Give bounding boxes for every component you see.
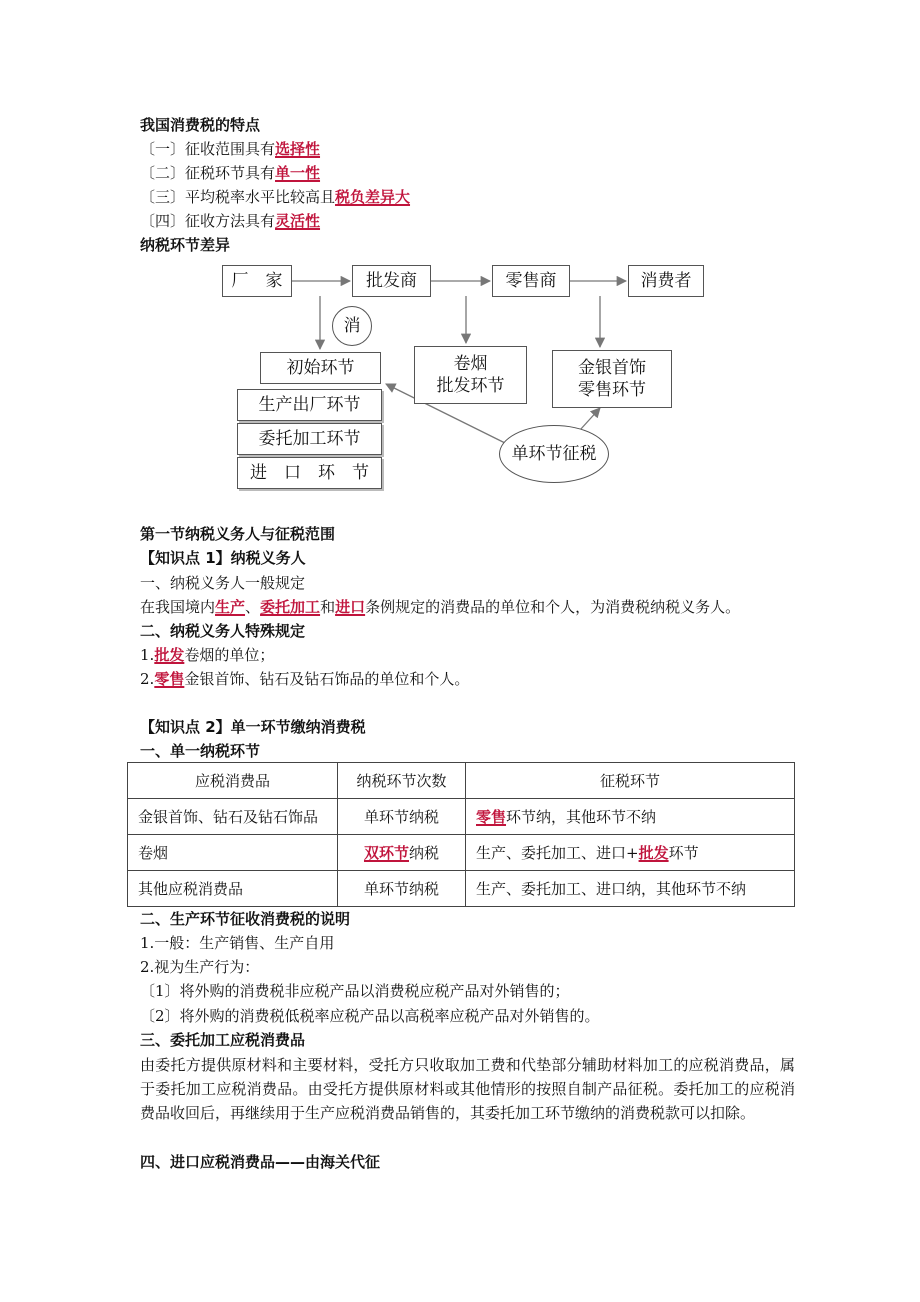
feature-item: 〔三〕平均税率水平比较高且税负差异大 [140,188,411,206]
table-row [128,835,795,871]
node-wholesaler: 批发商 [352,265,431,297]
node-import: 进 口 环 节 [237,457,382,489]
table-cell: 零售环节纳，其他环节不纳 [466,799,795,835]
list-item: 2.视为生产行为： [140,958,260,976]
heading: 二、纳税义务人特殊规定 [140,622,306,640]
table-cell: 卷烟 [128,835,338,871]
node-jewelry: 金银首饰 零售环节 [552,350,672,408]
list-item: 〔1〕将外购的消费税非应税产品以消费税应税产品对外销售的； [140,982,570,1000]
table-row [128,871,795,907]
paragraph: 由委托方提供原材料和主要材料，受托方只收取加工费和代垫部分辅助材料加工的应税消费品，属于委托加工应税消费品。由受托方提供原材料或其他情形的按照自制产品征税。委托加工的应税消费品收回后，再继续用于生产应税消费品销售的，其委托加工环节缴纳的消费税款可以扣除。 [140,1056,795,1122]
heading: 二、生产环节征收消费税的说明 [140,910,351,928]
heading: 一、单一纳税环节 [140,742,261,760]
flow-arrows [0,0,920,520]
node-retailer: 零售商 [492,265,570,297]
feature-item: 〔一〕征收范围具有选择性 [140,140,321,158]
knowledge-point-1: 【知识点 1】纳税义务人 [140,549,306,567]
node-consumer: 消费者 [628,265,704,297]
table-header-row [128,763,795,799]
node-xiao-circle: 消 [332,306,372,346]
paragraph: 在我国境内生产、委托加工和进口条例规定的消费品的单位和个人，为消费税纳税义务人。 [140,598,741,616]
node-processing: 委托加工环节 [237,423,382,455]
knowledge-point-2: 【知识点 2】单一环节缴纳消费税 [140,718,366,736]
table-cell: 金银首饰、钻石及钻石饰品 [128,799,338,835]
node-production: 生产出厂环节 [237,389,382,421]
features-title: 我国消费税的特点 [140,116,261,134]
list-item: 2.零售金银首饰、钻石及钻石饰品的单位和个人。 [140,670,470,688]
header-cell: 征税环节 [466,763,795,799]
node-tobacco: 卷烟 批发环节 [414,346,527,404]
table-cell: 单环节纳税 [338,871,466,907]
node-single-ellipse: 单环节征税 [499,425,609,483]
section-title: 第一节纳税义务人与征税范围 [140,525,336,543]
heading: 四、进口应税消费品——由海关代征 [140,1153,381,1171]
feature-item: 〔二〕征税环节具有单一性 [140,164,321,182]
tax-link-table [127,762,795,907]
table-cell: 生产、委托加工、进口纳，其他环节不纳 [466,871,795,907]
node-factory: 厂 家 [222,265,292,297]
diagram-title: 纳税环节差异 [140,236,231,254]
heading: 三、委托加工应税消费品 [140,1031,306,1049]
list-item: 1.一般：生产销售、生产自用 [140,934,335,952]
table-cell: 生产、委托加工、进口+批发环节 [466,835,795,871]
node-initial: 初始环节 [260,352,381,384]
table-cell: 单环节纳税 [338,799,466,835]
list-item: 〔2〕将外购的消费税低税率应税产品以高税率应税产品对外销售的。 [140,1007,600,1025]
heading: 一、纳税义务人一般规定 [140,574,306,592]
table-cell: 其他应税消费品 [128,871,338,907]
feature-item: 〔四〕征收方法具有灵活性 [140,212,321,230]
table-row [128,799,795,835]
header-cell: 应税消费品 [128,763,338,799]
list-item: 1.批发卷烟的单位； [140,646,275,664]
table-cell: 双环节纳税 [338,835,466,871]
header-cell: 纳税环节次数 [338,763,466,799]
